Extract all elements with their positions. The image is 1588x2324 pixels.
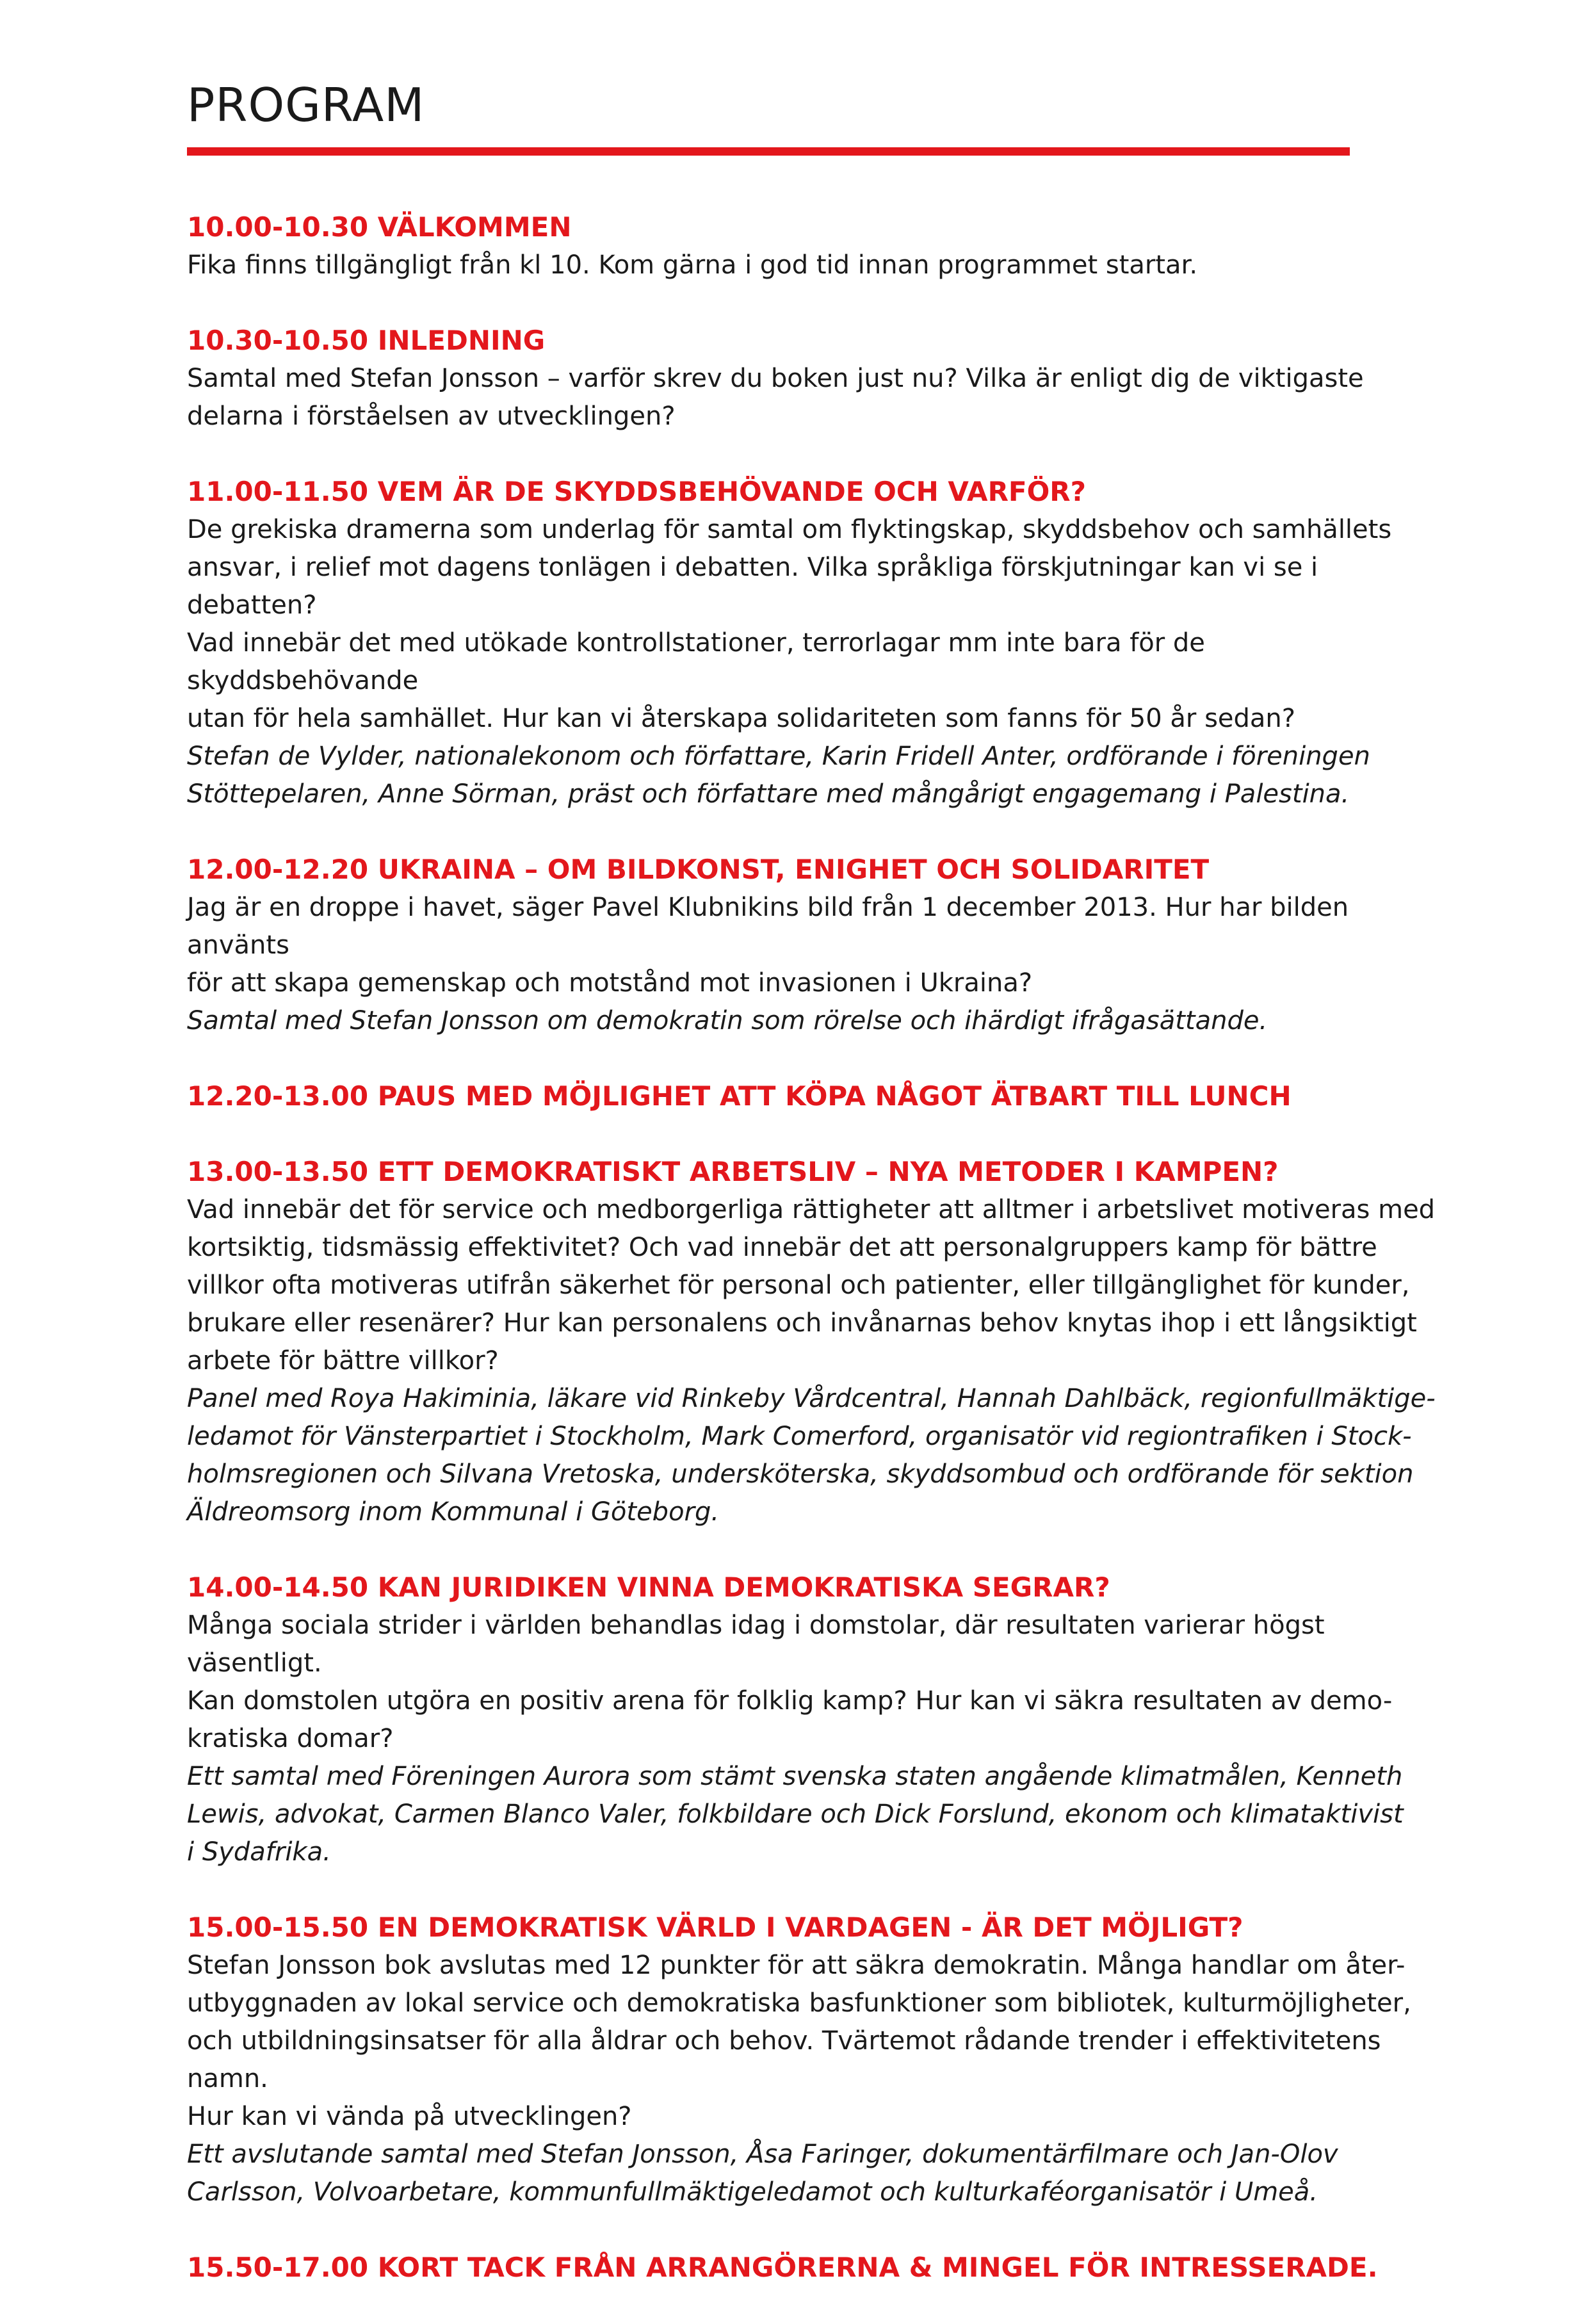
program-item-heading: 10.00-10.30 VÄLKOMMEN bbox=[187, 211, 572, 243]
program-item-law bbox=[187, 1568, 1436, 1871]
program-item-heading: 12.20-13.00 PAUS MED MÖJLIGHET ATT KÖPA NÅGOT ÄTBART TILL LUNCH bbox=[187, 1080, 1292, 1112]
program-item-working-life bbox=[187, 1153, 1436, 1531]
program-item-introduction bbox=[187, 321, 1436, 435]
program-item-heading: 15.00-15.50 EN DEMOKRATISK VÄRLD I VARDAGEN - ÄR DET MÖJLIGT? bbox=[187, 1912, 1244, 1943]
program-item-democratic-world bbox=[187, 1908, 1436, 2211]
program-item-description: Vad innebär det för service och medborgerliga rättigheter att alltmer i arbetslivet motiveras med kortsiktig, tidsmässig effektivitet? Och vad innebär det att personalgruppers kamp för bättre villkor ofta motiveras utifrån säkerhet för personal och patienter, eller tillgänglighet för kunder, brukare eller resenärer? Hur kan personalens och invånarnas behov knytas ihop i ett långsiktigt arbete för bättre villkor? bbox=[187, 1195, 1436, 1376]
program-item-description: Samtal med Stefan Jonsson – varför skrev du boken just nu? Vilka är enligt dig de viktigaste delarna i förståelsen av utvecklingen? bbox=[187, 364, 1364, 431]
program-item-lunch-break bbox=[187, 1077, 1436, 1116]
page-title: PROGRAM bbox=[187, 78, 425, 132]
program-item-description: Jag är en droppe i havet, säger Pavel Klubnikins bild från 1 december 2013. Hur har bilden använts för att skapa gemenskap och motstånd mot invasionen i Ukraina? bbox=[187, 893, 1349, 998]
program-list bbox=[187, 208, 1436, 2324]
program-item-speakers: Ett avslutande samtal med Stefan Jonsson, Åsa Faringer, dokumentärfilmare och Jan-Olov Carlsson, Volvoarbetare, kommunfullmäktigeledamot och kulturkaféorganisatör i Umeå. bbox=[187, 2140, 1338, 2207]
program-item-description: Stefan Jonsson bok avslutas med 12 punkter för att säkra demokratin. Många handlar om åter- utbyggnaden av lokal service och demokratiska basfunktioner som bibliotek, kulturmöjligheter, och utbildningsinsatser för alla åldrar och behov. Tvärtemot rådande trender i effektivitetens namn. Hur kan vi vända på utvecklingen? bbox=[187, 1951, 1411, 2131]
program-item-description: Fika finns tillgängligt från kl 10. Kom gärna i god tid innan programmet startar. bbox=[187, 250, 1198, 280]
program-item-closing bbox=[187, 2248, 1436, 2287]
program-item-heading: 14.00-14.50 KAN JURIDIKEN VINNA DEMOKRATISKA SEGRAR? bbox=[187, 1572, 1110, 1603]
program-item-heading: 10.30-10.50 INLEDNING bbox=[187, 325, 546, 356]
title-divider bbox=[187, 147, 1350, 156]
program-item-heading: 12.00-12.20 UKRAINA – OM BILDKONST, ENIGHET OCH SOLIDARITET bbox=[187, 854, 1210, 885]
program-item-heading: 15.50-17.00 KORT TACK FRÅN ARRANGÖRERNA & MINGEL FÖR INTRESSERADE. bbox=[187, 2252, 1378, 2283]
program-item-speakers: Stefan de Vylder, nationalekonom och författare, Karin Fridell Anter, ordförande i föreningen Stöttepelaren, Anne Sörman, präst och författare med mångårigt engagemang i Palestina. bbox=[187, 742, 1370, 809]
program-item-heading: 13.00-13.50 ETT DEMOKRATISKT ARBETSLIV – NYA METODER I KAMPEN? bbox=[187, 1156, 1279, 1187]
program-item-heading: 11.00-11.50 VEM ÄR DE SKYDDSBEHÖVANDE OCH VARFÖR? bbox=[187, 476, 1087, 507]
program-item-speakers: Ett samtal med Föreningen Aurora som stämt svenska staten angående klimatmålen, Kenneth Lewis, advokat, Carmen Blanco Valer, folkbildare och Dick Forslund, ekonom och klimataktivist i Sydafrika. bbox=[187, 1762, 1404, 1867]
program-item-ukraine bbox=[187, 850, 1436, 1040]
program-item-speakers: Panel med Roya Hakiminia, läkare vid Rinkeby Vårdcentral, Hannah Dahlbäck, regionfullmäktige- ledamot för Vänsterpartiet i Stockholm, Mark Comerford, organisatör vid regiontrafiken i Stock- holmsregionen och Silvana Vretoska, undersköterska, skyddsombud och ordförande för sektion Äldreomsorg inom Kommunal i Göteborg. bbox=[187, 1384, 1436, 1527]
program-item-description: De grekiska dramerna som underlag för samtal om flyktingskap, skyddsbehov och samhällets ansvar, i relief mot dagens tonlägen i debatten. Vilka språkliga förskjutningar kan vi se i debatten? Vad innebär det med utökade kontrollstationer, terrorlagar mm inte bara för de skyddsbehövande utan för hela samhället. Hur kan vi återskapa solidariteten som fanns för 50 år sedan? bbox=[187, 515, 1392, 733]
program-item-welcome bbox=[187, 208, 1436, 284]
program-item-description: Många sociala strider i världen behandlas idag i domstolar, där resultaten varierar högst väsentligt. Kan domstolen utgöra en positiv arena för folklig kamp? Hur kan vi säkra resultaten av demo- kratiska domar? bbox=[187, 1611, 1393, 1753]
program-item-speakers: Samtal med Stefan Jonsson om demokratin som rörelse och ihärdigt ifrågasättande. bbox=[187, 1006, 1268, 1036]
program-item-protection bbox=[187, 473, 1436, 813]
